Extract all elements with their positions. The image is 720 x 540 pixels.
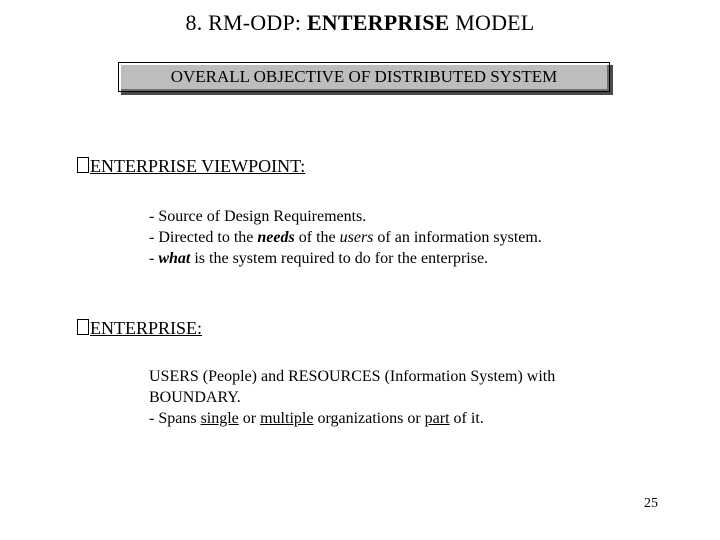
section-viewpoint-heading — [77, 156, 305, 177]
enterprise-lines — [149, 366, 555, 429]
square-bullet-icon — [77, 157, 89, 173]
enterprise-heading-text: ENTERPRISE: — [90, 318, 203, 338]
section-enterprise-heading — [77, 318, 202, 339]
title-suffix: MODEL — [455, 10, 535, 35]
enterprise-line-1: USERS (People) and RESOURCES (Information System) with — [149, 368, 556, 385]
viewpoint-heading-text: ENTERPRISE VIEWPOINT: — [90, 156, 306, 176]
viewpoint-line-3: - what is the system required to do for the enterprise. — [149, 250, 489, 267]
underline-part: part — [424, 410, 450, 427]
objective-banner: OVERALL OBJECTIVE OF DISTRIBUTED SYSTEM — [118, 62, 610, 92]
enterprise-line-3: - Spans single or multiple organizations or part of it. — [149, 410, 484, 427]
emph-what: what — [158, 250, 191, 267]
viewpoint-line-1: - Source of Design Requirements. — [149, 208, 367, 225]
page-number: 25 — [644, 496, 658, 511]
underline-single: single — [200, 410, 239, 427]
enterprise-line-2: BOUNDARY. — [149, 389, 241, 406]
emph-needs: needs — [257, 229, 295, 246]
square-bullet-icon — [77, 319, 89, 335]
viewpoint-line-2: - Directed to the needs of the users of an information system. — [149, 229, 542, 246]
underline-multiple: multiple — [260, 410, 314, 427]
viewpoint-lines — [149, 206, 542, 269]
title-bold: ENTERPRISE — [306, 10, 450, 35]
title-prefix: 8. RM-ODP: — [185, 10, 302, 35]
slide-title — [0, 10, 720, 36]
emph-users: users — [339, 229, 374, 246]
